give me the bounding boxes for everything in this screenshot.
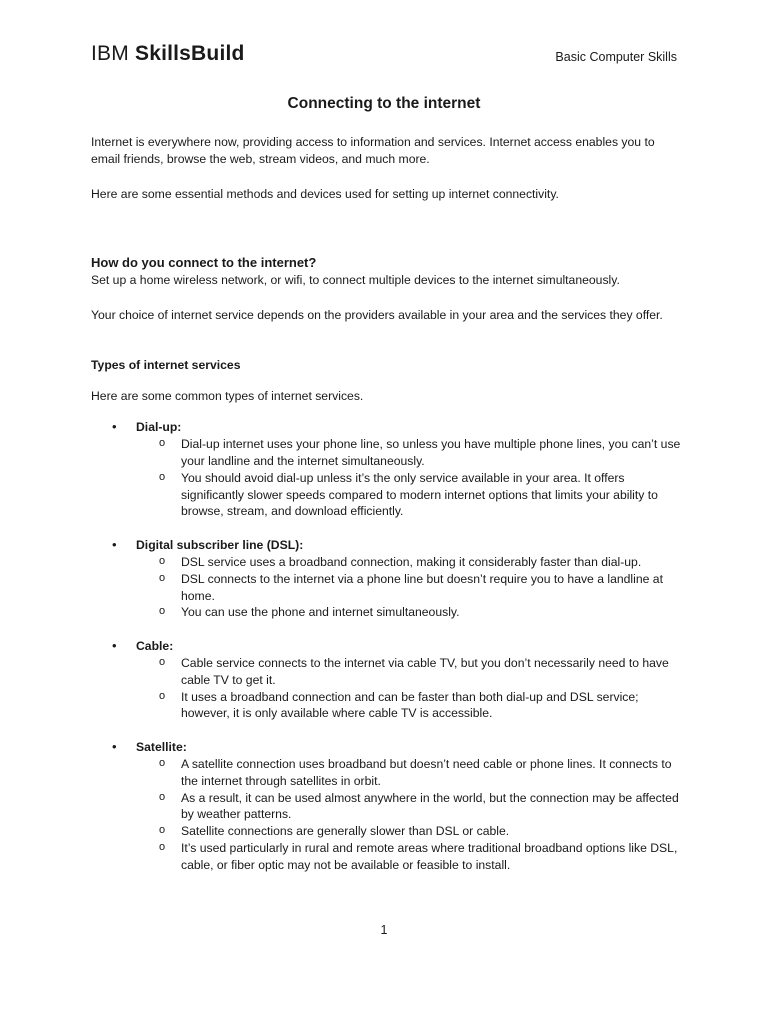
list-item-dsl (91, 537, 681, 621)
page-header (91, 42, 677, 72)
ibm-skillsbuild-logo (91, 42, 245, 66)
sub-list-item: o As a result, it can be used almost anywhere in the world, but the connection may be affected by weather patterns. (136, 790, 681, 824)
sub-list-item: o Satellite connections are generally slower than DSL or cable. (136, 823, 681, 840)
sub-list-item: o You can use the phone and internet simultaneously. (136, 604, 681, 621)
page-number: 1 (380, 923, 388, 937)
section-paragraph: Your choice of internet service depends on the providers available in your area and the services they offer. (91, 307, 663, 322)
sub-list (136, 756, 681, 874)
course-name: Basic Computer Skills (555, 50, 677, 64)
sub-list-item: o DSL service uses a broadband connection, making it considerably faster than dial-up. (136, 554, 681, 571)
logo-ibm-text: IBM (91, 42, 135, 65)
document-title: Connecting to the internet (287, 95, 481, 112)
sub-list-item: o You should avoid dial-up unless it’s the only service available in your area. It offers significantly slower speeds compared to modern internet options that limits your ability to browse, stream, and download efficiently. (136, 470, 681, 520)
sub-list-item: o A satellite connection uses broadband but doesn’t need cable or phone lines. It connects to the internet through satellites in orbit. (136, 756, 681, 790)
sub-list (136, 436, 681, 520)
sub-list (136, 655, 681, 722)
list-item-cable (91, 638, 681, 722)
intro-paragraph: Internet is everywhere now, providing access to information and services. Internet access enables you to email friends, browse the web, stream videos, and much more. (91, 135, 655, 166)
sub-list-item: o Dial-up internet uses your phone line, so unless you have multiple phone lines, you can’t use your landline and the internet simultaneously. (136, 436, 681, 470)
subsection-intro: Here are some common types of internet services. (91, 388, 364, 403)
sub-list-item: o DSL connects to the internet via a phone line but doesn’t require you to have a landline at home. (136, 571, 681, 605)
sub-list-item: o It uses a broadband connection and can be faster than both dial-up and DSL service; however, it is only available where cable TV is accessible. (136, 689, 681, 723)
list-item-label: • Digital subscriber line (DSL): (136, 538, 304, 553)
list-item-label: • Cable: (136, 639, 174, 654)
subsection-heading: Types of internet services (91, 357, 241, 372)
sub-list (136, 554, 681, 621)
document-body (91, 134, 681, 891)
logo-skillsbuild-text: SkillsBuild (134, 42, 245, 65)
section-heading: How do you connect to the internet? (91, 255, 317, 271)
list-item-dial-up (91, 419, 681, 520)
sub-list-item: o It’s used particularly in rural and remote areas where traditional broadband options like DSL, cable, or fiber optic may not be available or feasible to install. (136, 840, 681, 874)
intro-paragraph: Here are some essential methods and devices used for setting up internet connectivity. (91, 186, 559, 201)
internet-types-list (91, 419, 681, 873)
list-item-satellite (91, 739, 681, 873)
sub-list-item: o Cable service connects to the internet via cable TV, but you don’t necessarily need to have cable TV to get it. (136, 655, 681, 689)
list-item-label: • Satellite: (136, 740, 187, 755)
list-item-label: • Dial-up: (136, 420, 182, 435)
section-paragraph: Set up a home wireless network, or wifi, to connect multiple devices to the internet simultaneously. (91, 273, 620, 288)
